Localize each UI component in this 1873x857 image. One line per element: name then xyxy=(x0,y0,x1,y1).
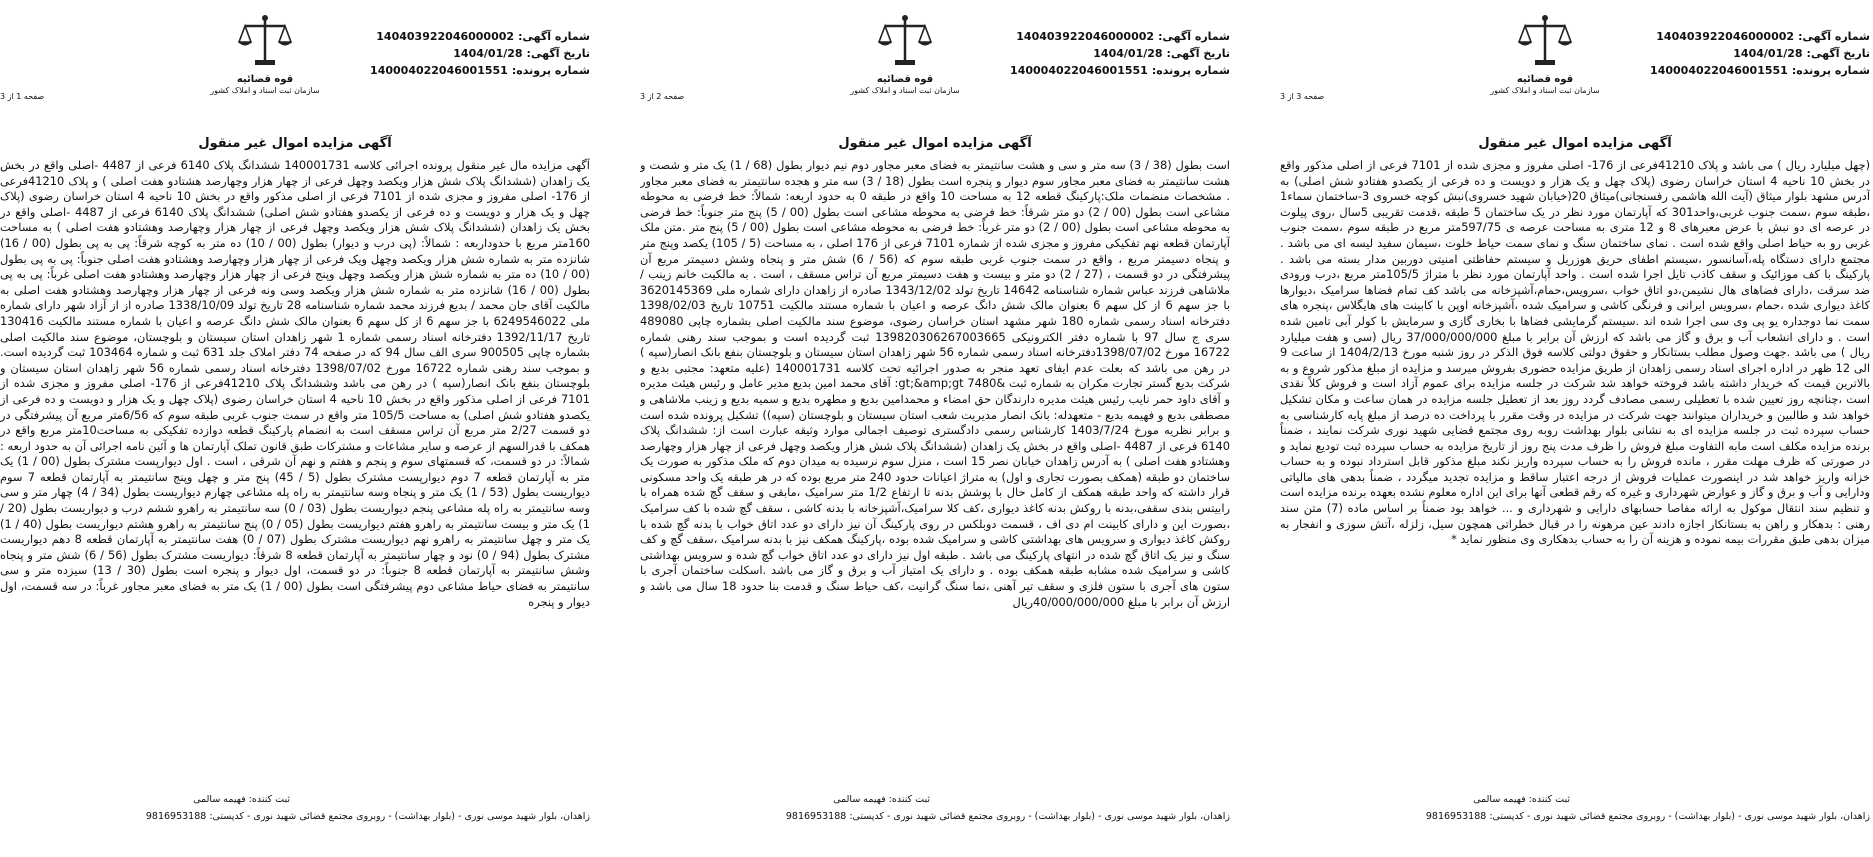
ad-number-label: شماره آگهی: xyxy=(1158,30,1230,43)
file-number-label: شماره پرونده: xyxy=(511,64,590,77)
ad-date: 1404/01/28 xyxy=(1733,47,1803,60)
ad-number-row xyxy=(1620,28,1870,45)
notice-title: آگهی مزایده اموال غیر منقول xyxy=(1478,136,1672,151)
notice-meta xyxy=(980,28,1230,79)
registrar-name: فهیمه سالمی xyxy=(1473,794,1526,805)
ad-number-label: شماره آگهی: xyxy=(518,30,590,43)
file-number: 140004022046001551 xyxy=(370,64,508,77)
scales-of-justice-icon xyxy=(235,12,295,70)
ad-number: 140403922046000002 xyxy=(376,30,515,43)
ad-date-label: تاریخ آگهی: xyxy=(1166,47,1230,60)
ad-date-label: تاریخ آگهی: xyxy=(1806,47,1870,60)
notice-body: (چهل میلیارد ریال ) می باشد و پلاک 41210فرعی از 176- اصلی مفروز و مجزی شده از 7101 فرعی از اصلی مذکور واقع در بخش 10 ناحیه 4 استان خراسان رضوی (پلاک چهل و یک هزار و دویست و ده فرعی از یکصدو هفتادو شش اصلی) به آدرس مشهد بلوار میثاق (آیت الله هاشمی رفسنجانی)میثاق 20(خیابان شهید خسروی)نبش کوچه خسروی 3-ساختمان سماء1 ،طبقه سوم ،سمت جنوب غربی،واحد301 که آپارتمان مورد نظر در یک ساختمان 5 طبقه ،قدمت تقریبی 5سال ،روی پیلوت در عرصه ای دو نبش با عرض معبرهای 8 و 12 متری به مساحت عرصه ی 597/75متر مربع در طبقه سوم ،سمت جنوب غربی رو به حیاط اصلی واقع شده است . نمای ساختمان سنگ و نمای سمت حیاط خلوت ،سیمان سفید لیسه ای می باشد . مجتمع دارای دستگاه پله،آسانسور ،سیستم اطفای حریق هوزریل و سیستم حفاظتی امنیتی دوربین مدار بسته می باشد . پارکینگ با کف موزائیک و سقف کاذب تایل اجرا شده است . واحد آپارتمان مورد نظر با متراژ 105/5متر مربع ،درب ورودی ضد سرقت ،دارای فضاهای هال نشیمن،دو اتاق خواب ،سرویس،حمام،آشپزخانه می باشد کف تمام فضاها سرامیک ،دیوارها کاغذ دیواری شده ،حمام ،سرویس ایرانی و فرنگی کاشی و سرامیک شده ،آشپزخانه اوپن با کابینت های هایگلاس ،پنجره های سمت نما دوجداره یو پی وی سی اجرا شده اند .سیستم گرمایشی فضاها با بخاری گازی و سرمایش با کولر آبی تامین شده است . و دارای انشعاب آب و برق و گاز می باشد که ارزش آن برابر با مبلغ 37/000/000/000 ریال (سی و هفت میلیارد ریال ) می باشد .جهت وصول مطلب بستانکار و حقوق دولتی کلاسه فوق الذکر در روز شنبه مورخ 1404/2/13 از ساعت 9 الی 12 ظهر در اداره اجرای اسناد رسمی زاهدان از طریق مزایده حضوری بفروش میرسد و مزایده از مبلغ مذکور شروع و به بالاترین قیمت که خریدار داشته باشد فروخته خواهد شد شرکت در جلسه مزایده برای عموم آزاد است و فروش کلاً نقدی است ،چنانچه روز تعیین شده با تعطیلی رسمی مصادف گردد روز بعد از تعطیل جلسه مزایده در همان ساعت و مکان تشکیل خواهد شد و طالبین و خریداران میتوانند جهت شرکت در مزایده در وقت مقرر با پرداخت ده درصد از مبلغ پایه کارشناسی به حساب سپرده ثبت در جلسه مزایده ای به نشانی بلوار بهداشت روبه روی مجتمع قضایی شهید نوری شرکت نمایند ، ضمناً برنده مزایده مکلف است مابه التفاوت مبلغ فروش را ظرف مدت پنج روز از تاریخ مزایده به حساب سپرده ثبت تودیع نماید و در صورتی که ظرف مهلت مقرر ، مانده فروش را به حساب سپرده واریز نکند مبلغ مذکور قابل استرداد نبوده و به حساب خزانه واریز خواهد شد در اینصورت عملیات فروش از درجه اعتبار ساقط و مزایده تجدید میگردد ، ضمناً بدهی های مالیاتی ودارایی و آب و برق و گاز و عوارض شهرداری و غیره که رقم قطعی آنها برای این اداره معلوم نشده بعهده برنده مزایده است و تنظیم سند انتقال موکول به ارائه مفاصا حسابهای دارایی و شهرداری و ... خواهد بود ضمناً بر اساس ماده (7) متن سند رهنی : بدهکار و راهن به بستانکار اجازه دادند عین مرهونه را در قبال خطراتی همچون سیل، زلزله ،آتش سوزی و انفجار به میزان بدهی طبق مقررات بیمه نموده و هزینه آن را به حساب بدهکاری وی منظور نماید * xyxy=(1280,158,1870,547)
registrar-label: ثبت کننده: xyxy=(248,794,290,805)
scales-of-justice-icon xyxy=(1515,12,1575,70)
registrar-name: فهیمه سالمی xyxy=(193,794,246,805)
notice-meta xyxy=(340,28,590,79)
notice-body: آگهی مزایده مال غیر منقول پرونده اجرائی کلاسه 140001731 ششدانگ پلاک 6140 فرعی از 4487 -اصلی واقع در بخش یک زاهدان (ششدانگ پلاک شش هزار ویکصد وچهل فرعی از چهار هزار وچهارصد هشتادو هفت اصلی ) و پلاک 41210فرعی از 176- اصلی مفروز و مجزی شده از 7101 فرعی از اصلی مذکور واقع در بخش 10 ناحیه 4 استان خراسان رضوی (پلاک چهل و یک هزار و دویست و ده فرعی از یکصدو هفتادو شش اصلی) ششدانگ پلاک 6140 فرعی از 4487 -اصلی واقع در بخش یک زاهدان (ششدانگ پلاک شش هزار ویکصد وچهل فرعی از چهار هزار وچهارصد وهشتادو هفت اصلی ) به مساحت 160متر مربع با حدوداربعه : شمالاً: (پی درب و دیوار) بطول (00 / 10) ده متر به کوچه شرقاً: پی به پی بطول (00 / 16) شانزده متر به شماره شش هزار ویکصد وچهل ویک فرعی از چهار هزار وچهارصد وهشتادو هفت اصلی جنوباً: پی به پی بطول (00 / 10) ده متر به شماره شش هزار ویکصد وچهل وپنج فرعی از چهار هزار وچهارصد وهشتادو هفت اصلی غرباً: پی به پی بطول (00 / 16) شانزده متر به شماره شش هزار ویکصد وسی ونه فرعی از چهار هزار وچهارصد وهشتادو هفت اصلی به مالکیت آقای جان محمد / بدیع فرزند محمد شماره شناسنامه 28 تاریخ تولد 1338/10/09 صادره از از آزاد شهر دارای شماره ملی 6249546022 با جز سهم 6 از کل سهم 6 بعنوان مالک شش دانگ عرصه و اعیان با شماره مستند مالکیت 130416 تاریخ 1392/11/17 دفترخانه اسناد رسمی شماره 1 شهر زاهدان استان سیستان و بلوچستان، موضوع سند مالکیت اصلی بشماره چاپی 900505 سری الف سال 94 که در صفحه 74 دفتر املاک جلد 631 ثبت و شماره 103464 ثبت گردیده است. و بموجب سند رهنی شماره 16722 مورخ 1398/07/02 دفترخانه اسناد رسمی شماره 56 شهر زاهدان استان سیستان و بلوچستان بنفع بانک انصار(سپه ) در رهن می باشد وششدانگ پلاک 41210فرعی از 176- اصلی مفروز و مجزی شده از 7101 فرعی از اصلی مذکور واقع در بخش 10 ناحیه 4 استان خراسان رضوی (پلاک چهل و یک هزار و دویست و ده فرعی از یکصدو هفتادو شش اصلی) به مساحت 105/5 متر واقع در سمت جنوب غربی طبقه سوم که 6/56متر مربع آن پیشرفتگی در دو قسمت 2/27 متر مربع آن تراس مسقف است به انضمام پارکینگ قطعه دوازده تفکیکی به مساحت10متر مربع واقع در همکف با قدرالسهم از عرصه و سایر مشاعات و مشترکات طبق قانون تملک آپارتمان ها و آئین نامه اجرائی آن به حدود اربعه : شمالاً: در دو قسمت، که قسمتهای سوم و پنجم و هفتم و نهم آن شرقی ، است . اول دیوارپست مشترک بطول (00 / 1) یک متر به آپارتمان قطعه 7 دوم دیوارپست مشترک بطول (5 / 45) پنج متر و چهل وپنج سانتیمتر به آپارتمان قطعه 7 سوم دیواریست بطول (53 / 1) یک متر و پنجاه وسه سانتیمتر به راه پله مشاعی چهارم دیواریست بطول (34 / 4) چهار متر و سی وسه سانتیمتر به راه پله مشاعی پنجم دیواریست بطول (03 / 0) سه سانتیمتر به راهرو ششم درب و دیواریست بطول (20 / 1) یک متر و بیست سانتیمتر به راهرو هفتم دیواریست بطول (05 / 0) پنج سانتیمتر به راهرو هشتم دیواریست بطول (40 / 1) یک متر و چهل سانتیمتر به راهرو نهم دیواریست مشترک بطول (07 / 0) هفت سانتیمتر به آپارتمان قطعه 8 دهم دیواریست مشترک بطول (94 / 0) نود و چهار سانتیمتر به آپارتمان قطعه 8 شرقاً: دیواریست مشترک بطول (56 / 6) شش متر و پنجاه وشش سانتیمتر به آپارتمان قطعه 8 جنوباً: در دو قسمت، اول دیوار و پنجره است بطول (30 / 13) سیزده متر و سی سانتیمتر به فضای حیاط مشاعی دوم پیشرفتگی است بطول (00 / 1) یک متر به فضای معبر مجاور غرباً: در سه قسمت، اول دیوار و پنجره xyxy=(0,158,590,609)
file-number-label: شماره پرونده: xyxy=(1151,64,1230,77)
office-address: زاهدان، بلوار شهید موسی نوری - (بلوار بهداشت) - روبروی مجتمع قضائی شهید نوری - کدپستی: 9816953188 xyxy=(145,811,590,822)
notice-meta xyxy=(1620,28,1870,79)
ad-number-row xyxy=(980,28,1230,45)
emblem-title: قوه قضائیه xyxy=(236,74,294,85)
judiciary-emblem xyxy=(210,12,320,102)
registrar-name: فهیمه سالمی xyxy=(833,794,886,805)
ad-number-label: شماره آگهی: xyxy=(1798,30,1870,43)
registrar-row xyxy=(833,793,930,806)
file-number-row xyxy=(340,62,590,79)
file-number-label: شماره پرونده: xyxy=(1791,64,1870,77)
emblem-title: قوه قضائیه xyxy=(876,74,934,85)
scales-of-justice-icon xyxy=(875,12,935,70)
notice-title: آگهی مزایده اموال غیر منقول xyxy=(198,136,392,151)
emblem-subtitle: سازمان ثبت اسناد و املاک کشور xyxy=(210,86,320,95)
file-number-row xyxy=(980,62,1230,79)
ad-number-row xyxy=(340,28,590,45)
notice-title: آگهی مزایده اموال غیر منقول xyxy=(838,136,1032,151)
ad-date-label: تاریخ آگهی: xyxy=(526,47,590,60)
emblem-subtitle: سازمان ثبت اسناد و املاک کشور xyxy=(850,86,960,95)
registrar-label: ثبت کننده: xyxy=(888,794,930,805)
page-number: صفحه 3 از 3 xyxy=(1280,92,1325,101)
emblem-subtitle: سازمان ثبت اسناد و املاک کشور xyxy=(1490,86,1600,95)
ad-date: 1404/01/28 xyxy=(1093,47,1163,60)
registrar-row xyxy=(1473,793,1570,806)
file-number: 140004022046001551 xyxy=(1010,64,1148,77)
file-number-row xyxy=(1620,62,1870,79)
notice-page-3 xyxy=(1280,0,1870,857)
office-address: زاهدان، بلوار شهید موسی نوری - (بلوار بهداشت) - روبروی مجتمع قضائی شهید نوری - کدپستی: 9816953188 xyxy=(785,811,1230,822)
ad-number: 140403922046000002 xyxy=(1656,30,1795,43)
file-number: 140004022046001551 xyxy=(1650,64,1788,77)
registrar-row xyxy=(193,793,290,806)
judiciary-emblem xyxy=(1490,12,1600,102)
notice-body: است بطول (38 / 3) سه متر و سی و هشت سانتیمتر به فضای معبر مجاور دوم نیم دیوار بطول (68 / 1) یک متر و شصت و هشت سانتیمتر به فضای معبر مجاور سوم دیوار و پنجره است بطول (18 / 3) سه متر و هجده سانتیمتر به فضای معبر مجاور . مشخصات منضمات ملک:پارکینگ قطعه 12 به مساحت 10 واقع در طبقه 0 به حدود اربعه: شمالاً: خط فرضی به محوطه مشاعی است بطول (00 / 2) دو متر شرقاً: خط فرضی به محوطه مشاعی است بطول (00 / 5) پنج متر جنوباً: خط فرضی به محوطه مشاعی است بطول (00 / 2) دو متر غرباً: خط فرضی به محوطه مشاعی است بطول (00 / 5) پنج متر .متن ملک آپارتمان قطعه نهم تفکیکی مفروز و مجزی شده از شماره 7101 فرعی از 176 اصلی ، به مساحت (5 / 105) یکصد وپنج متر و پنجاه دسیمتر مربع ، واقع در سمت جنوب غربی طبقه سوم که (56 / 6) شش متر و پنجاه وشش دسیمتر مربع آن پیشرفتگی در دو قسمت ، (27 / 2) دو متر و بیست و هفت دسیمتر مربع آن تراس مسقف ، است . به مالکیت خانم زینب / ملاشاهی فرزند عباس شماره شناسنامه 14642 تاریخ تولد 1343/12/02 صادره از زاهدان دارای شماره ملی 3620145369 با جز سهم 6 از کل سهم 6 بعنوان مالک شش دانگ عرصه و اعیان با شماره مستند مالکیت 10751 تاریخ 1398/02/03 دفترخانه اسناد رسمی شماره 180 شهر مشهد استان خراسان رضوی، موضوع سند مالکیت اصلی بشماره چاپی 489080 سری ج سال 97 با شماره دفتر الکترونیکی 139820306267003665 ثبت گردیده است و بموجب سند رهنی شماره 16722 مورخ 1398/07/02دفترخانه اسناد رسمی شماره 56 شهر زاهدان استان سیستان و بلوچستان بنفع بانک انصار(سپه ) در رهن می باشد که بعلت عدم ایفای تعهد منجر به صدور اجرائیه تحت کلاسه 140001731 (علیه متعهد: مجتبی بدیع و شرکت بدیع گستر تجارت مکران به شماره ثبت &gt;&amp;gt 7480: آقای محمد امین بدیع مدیر عامل و رئیس هیئت مدیره و آقای داود حمر نایب رئیس هیئت مدیره دارندگان حق امضاء و محمدامین بدیع و مطهره بدیع و سمیه بدیع و زینب ملاشاهی و مصطفی بدیع و فهیمه بدیع - متعهدله: بانک انصار مدیریت شعب استان سیستان و بلوچستان (سپه)) تشکیل پرونده شده است و برابر نظریه مورخ 1403/7/24 کارشناس رسمی دادگستری توصیف اجمالی موارد وثیقه عبارت است از: ششدانگ پلاک 6140 فرعی از 4487 -اصلی واقع در بخش یک زاهدان (ششدانگ پلاک شش هزار ویکصد وچهل فرعی از چهار هزار وچهارصد وهشتادو هفت اصلی ) به آدرس زاهدان خیابان نصر 15 است ، منزل سوم نرسیده به میدان دوم که ملک مذکور به صورت یک ساختمان دو طبقه (همکف بصورت تجاری و اول) به متراژ اعیانات حدود 240 متر مربع بوده که در هر طبقه یک واحد مسکونی قرار داشته که واحد طبقه همکف از کامل حال با پوشش بدنه تا ارتفاع 1/2 متر سرامیک ،مابقی و سقف گچ شده همراه با رابیتس بندی سقفی،بدنه با روکش بدنه کاغذ دیواری ،کف کلا سرامیک،آشپزخانه با بدنه کاشی ، سقف گچ شده با کف سرامیک ،بصورت این و دارای کابینت ام دی اف ، قسمت دوبلکس در روی پارکینگ آن نیز دارای دو عدد اتاق خواب با بدنه گچ شده با روکش کاغذ دیواری و سرویس های بهداشتی کاشی و سرامیک شده بوده ،پارکینگ همکف نیز با بدنه سرامیک ،سقف گچ و کف سنگ و نیز یک اتاق گچ شده در انتهای پارکینگ می باشد . طبقه اول نیز دارای دو عدد اتاق خواب گچ شده و سرویس بهداشتی کاشی و سرامیک شده مشابه طبقه همکف بوده . و دارای یک امتیاز آب و برق و گاز می باشد .اسکلت ساختمان آجری با ستون های آجری با ستون فلزی و سقف تیر آهنی ،نما سنگ گرانیت ،کف حیاط سنگ و قدمت بنا حدود 18 سال می باشد و ارزش آن برابر با مبلغ 40/000/000/000ریال xyxy=(640,158,1230,609)
emblem-title: قوه قضائیه xyxy=(1516,74,1574,85)
ad-date: 1404/01/28 xyxy=(453,47,523,60)
ad-date-row xyxy=(1620,45,1870,62)
page-number: صفحه 2 از 3 xyxy=(640,92,685,101)
judiciary-emblem xyxy=(850,12,960,102)
notice-page-2 xyxy=(640,0,1230,857)
ad-date-row xyxy=(980,45,1230,62)
ad-date-row xyxy=(340,45,590,62)
page-number: صفحه 1 از 3 xyxy=(0,92,45,101)
registrar-label: ثبت کننده: xyxy=(1528,794,1570,805)
ad-number: 140403922046000002 xyxy=(1016,30,1155,43)
office-address: زاهدان، بلوار شهید موسی نوری - (بلوار بهداشت) - روبروی مجتمع قضائی شهید نوری - کدپستی: 9816953188 xyxy=(1425,811,1870,822)
notice-page-1 xyxy=(0,0,590,857)
